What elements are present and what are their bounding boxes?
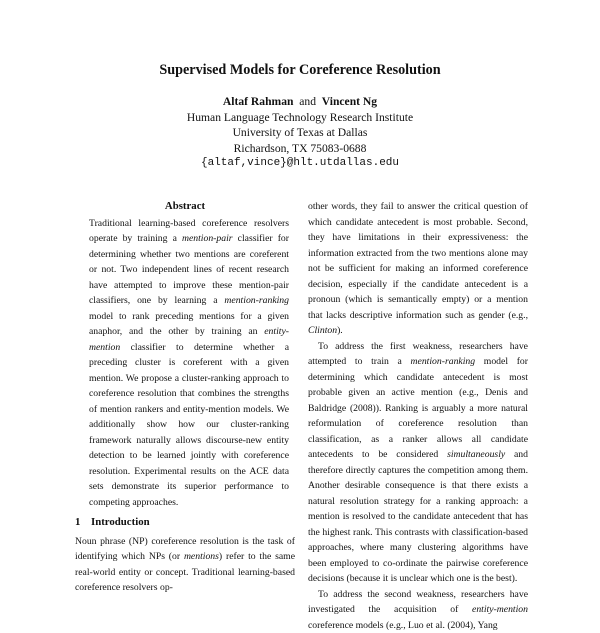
author-address: Richardson, TX 75083-0688 [0,141,600,157]
section-heading-introduction [75,515,295,531]
author-name: Vincent Ng [322,95,377,108]
paper-title: Supervised Models for Coreference Resolution [0,62,600,79]
abstract-heading: Abstract [75,199,295,215]
author-conjunction: and [299,95,316,108]
author-institute: Human Language Technology Research Institute [0,110,600,126]
section-title: Introduction [91,516,150,528]
section-number: 1 [75,515,91,531]
body-paragraph: To address the first weakness, researchers have attempted to train a mention-ranking model for determining which candidate antecedent is most probable given an active mention (e.g., Denis and Baldridge (2008)). Ranking is arguably a more natural reformulation of coreference resolution than classification, as a ranker allows all candidate antecedents to be considered simultaneously and therefore directly captures the competition among them. Another desirable consequence is that there exists a natural resolution strategy for a ranking approach: a mention is resolved to the candidate antecedent that has the highest rank. This contrasts with classification-based approaches, where many clustering algorithms have been employed to co-ordinate the pairwise coreference decisions (because it is unclear which one is the best). [308,339,528,587]
body-paragraph: To address the second weakness, researchers have investigated the acquisition of entity-mention coreference models (e.g., Luo et al. (2004), Yang [308,587,528,633]
author-name: Altaf Rahman [223,95,294,108]
abstract-text: Traditional learning-based coreference resolvers operate by training a mention-pair classifier for determining whether two mentions are coreferent or not. Two independent lines of recent research have attempted to improve these mention-pair classifiers, one by learning a mention-ranking model to rank preceding mentions for a given anaphor, and the other by training an entity-mention classifier to determine whether a preceding cluster is coreferent with a given mention. We propose a cluster-ranking approach to coreference resolution that combines the strengths of mention rankers and entity-mention models. We additionally show how our cluster-ranking framework naturally allows discourse-new entity detection to be learned jointly with coreference resolution. Experimental results on the ACE data sets demonstrate its superior performance to competing approaches. [75,216,295,511]
right-column [308,199,528,633]
author-block [0,94,600,172]
left-column [75,199,295,596]
body-paragraph: other words, they fail to answer the critical question of which candidate antecedent is most probable. Second, they have limitations in their expressiveness: the information extracted from the two mentions alone may not be sufficient for making an informed coreference decision, especially if the candidate antecedent is a pronoun (which is semantically empty) or a mention that lacks descriptive information such as gender (e.g., Clinton). [308,199,528,339]
author-email: {altaf,vince}@hlt.utdallas.edu [0,156,600,172]
author-names [0,94,600,110]
intro-paragraph: Noun phrase (NP) coreference resolution is the task of identifying which NPs (or mentions) refer to the same real-world entity or concept. Traditional learning-based coreference resolvers op- [75,534,295,596]
author-university: University of Texas at Dallas [0,125,600,141]
